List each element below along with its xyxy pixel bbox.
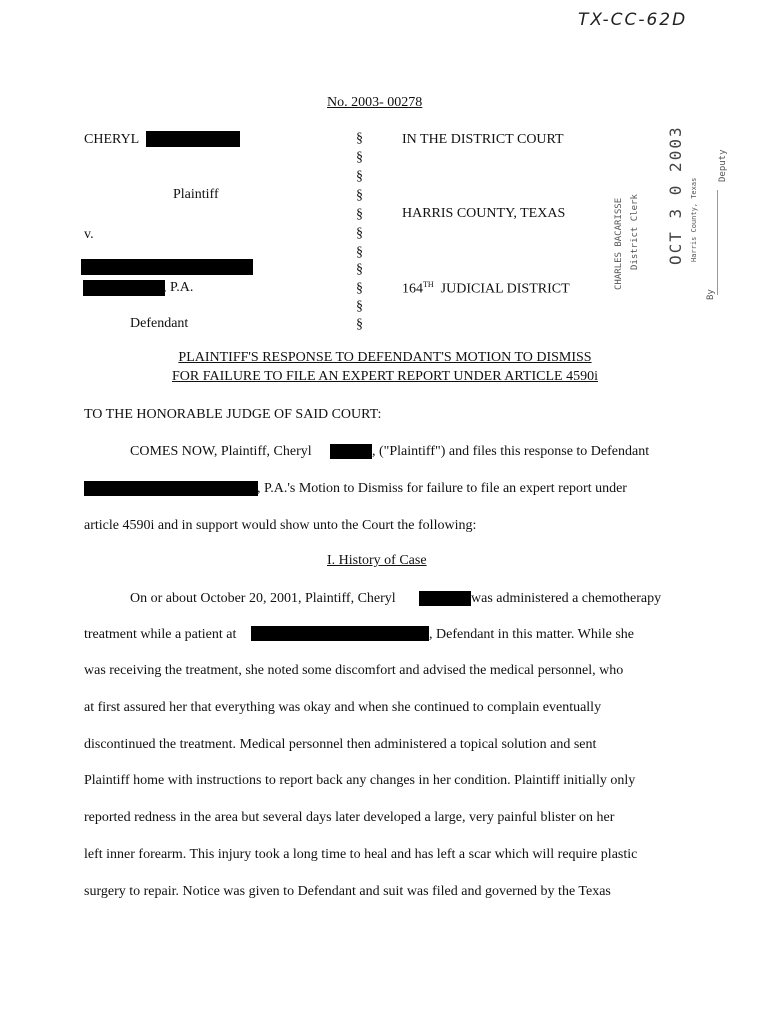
para1-line2: , P.A.'s Motion to Dismiss for failure to file an expert report under: [257, 481, 627, 496]
defendant-label: Defendant: [130, 316, 189, 331]
versus: v.: [84, 227, 94, 242]
section-mark: §: [356, 262, 363, 277]
salutation: TO THE HONORABLE JUDGE OF SAID COURT:: [84, 407, 382, 422]
para1-line1b: , ("Plaintiff") and files this response to Defendant: [372, 444, 650, 459]
para2-line1a: On or about October 20, 2001, Plaintiff, Cheryl: [130, 591, 396, 606]
section-mark: §: [356, 131, 363, 146]
court-line-judicial: 164TH JUDICIAL DISTRICT: [402, 280, 570, 297]
para2-line2a: treatment while a patient at: [84, 627, 237, 642]
plaintiff-name: CHERYL: [84, 132, 140, 147]
court-line-county: HARRIS COUNTY, TEXAS: [402, 206, 566, 221]
plaintiff-label: Plaintiff: [173, 187, 219, 202]
redaction-plaintiff-surname-2: [330, 444, 372, 459]
para2-line3: was receiving the treatment, she noted some discomfort and advised the medical personnel, who: [84, 663, 624, 678]
defendant-suffix: , P.A.: [163, 280, 194, 295]
para2-line1b: was administered a chemotherapy: [471, 591, 662, 606]
para2-line5: discontinued the treatment. Medical personnel then administered a topical solution and sent: [84, 737, 597, 752]
stamp-date: OCT 3 0 2003: [666, 125, 685, 265]
redaction-defendant-name: [84, 481, 258, 496]
stamp-clerk-name: CHARLES BACARISSE: [614, 197, 624, 290]
stamp-county: Harris County, Texas: [690, 177, 698, 262]
stamp-by: By: [706, 289, 716, 300]
redaction-plaintiff-surname: [146, 131, 240, 147]
section-heading: I. History of Case: [327, 553, 427, 568]
para2-line8: left inner forearm. This injury took a long time to heal and has left a scar which will require plastic: [84, 847, 638, 862]
para2-line2b: , Defendant in this matter. While she: [429, 627, 635, 642]
section-mark: §: [356, 207, 363, 222]
redaction-plaintiff-surname-3: [419, 591, 471, 606]
court-line-district: IN THE DISTRICT COURT: [402, 132, 564, 147]
document-title-line-1: PLAINTIFF'S RESPONSE TO DEFENDANT'S MOTION TO DISMISS: [178, 350, 592, 365]
section-mark: §: [356, 169, 363, 184]
redaction-defendant-line-2: [83, 280, 165, 296]
stamp-deputy: Deputy: [718, 149, 728, 182]
para2-line6: Plaintiff home with instructions to report back any changes in her condition. Plaintiff initially only: [84, 773, 636, 788]
document-id-handwritten: TX-CC-62D: [578, 10, 688, 30]
section-mark: §: [356, 188, 363, 203]
section-mark: §: [356, 299, 363, 314]
section-mark: §: [356, 150, 363, 165]
para1-line1a: COMES NOW, Plaintiff, Cheryl: [130, 444, 312, 459]
para2-line4: at first assured her that everything was okay and when she continued to complain eventually: [84, 700, 602, 715]
stamp-signature-line: [717, 190, 718, 295]
redaction-facility-name: [251, 626, 429, 641]
section-mark: §: [356, 317, 363, 332]
case-number: No. 2003- 00278: [327, 95, 423, 110]
section-mark: §: [356, 245, 363, 260]
para1-line3: article 4590i and in support would show unto the Court the following:: [84, 518, 477, 533]
para2-line7: reported redness in the area but several days later developed a large, very painful blister on her: [84, 810, 615, 825]
para2-line9: surgery to repair. Notice was given to Defendant and suit was filed and governed by the Texas: [84, 884, 611, 899]
redaction-defendant-line-1: [81, 259, 253, 275]
document-title-line-2: FOR FAILURE TO FILE AN EXPERT REPORT UNDER ARTICLE 4590i: [172, 369, 598, 384]
section-mark: §: [356, 226, 363, 241]
stamp-clerk-title: District Clerk: [630, 194, 640, 270]
section-mark: §: [356, 281, 363, 296]
